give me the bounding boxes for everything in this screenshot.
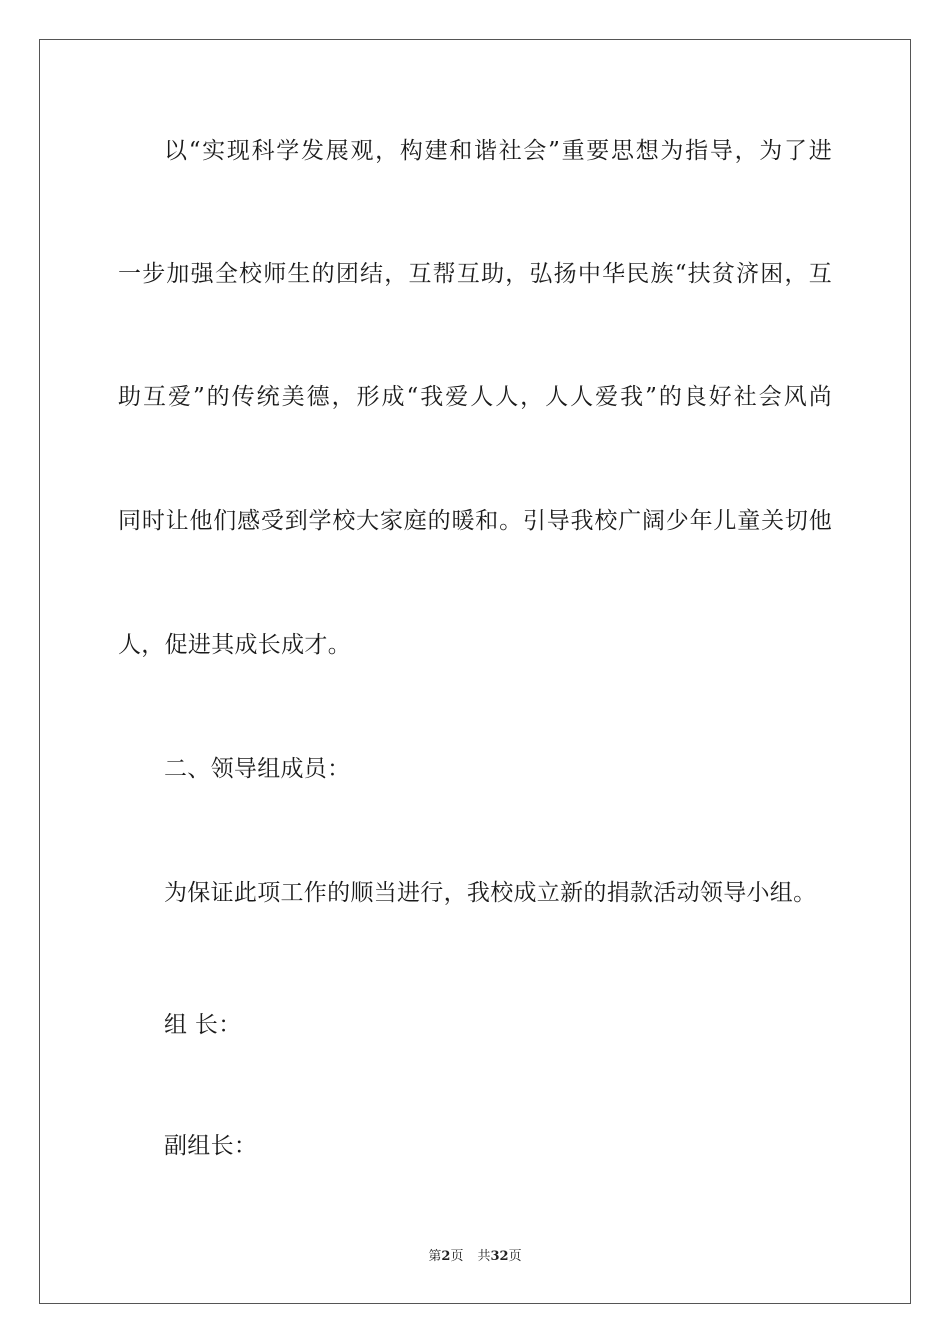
body-line-2: 一步加强全校师生的团结，互帮互助，弘扬中华民族“扶贫济困，互: [118, 261, 832, 287]
footer-total-suffix: 页: [508, 1249, 522, 1264]
page-footer: [0, 1248, 950, 1266]
footer-total-number: 32: [490, 1249, 509, 1264]
paragraph-line: 为保证此项工作的顺当进行，我校成立新的捐款活动领导小组。: [164, 880, 817, 906]
footer-page-suffix: 页: [450, 1249, 464, 1264]
leader-label: 组 长：: [164, 1012, 242, 1038]
deputy-leader-label: 副组长：: [164, 1133, 258, 1159]
footer-total-prefix: 共: [477, 1249, 491, 1264]
page-border: [39, 39, 911, 1304]
body-line-4: 同时让他们感受到学校大家庭的暖和。引导我校广阔少年儿童关切他: [118, 508, 832, 534]
body-line-1: 以“实现科学发展观，构建和谐社会”重要思想为指导，为了进: [164, 138, 832, 164]
footer-page-number: 2: [441, 1249, 451, 1264]
body-line-5: 人，促进其成长成才。: [118, 632, 351, 658]
footer-page-prefix: 第: [428, 1249, 442, 1264]
section-heading: 二、领导组成员：: [164, 756, 351, 782]
body-line-3: 助互爱”的传统美德，形成“我爱人人，人人爱我”的良好社会风尚: [118, 384, 832, 410]
